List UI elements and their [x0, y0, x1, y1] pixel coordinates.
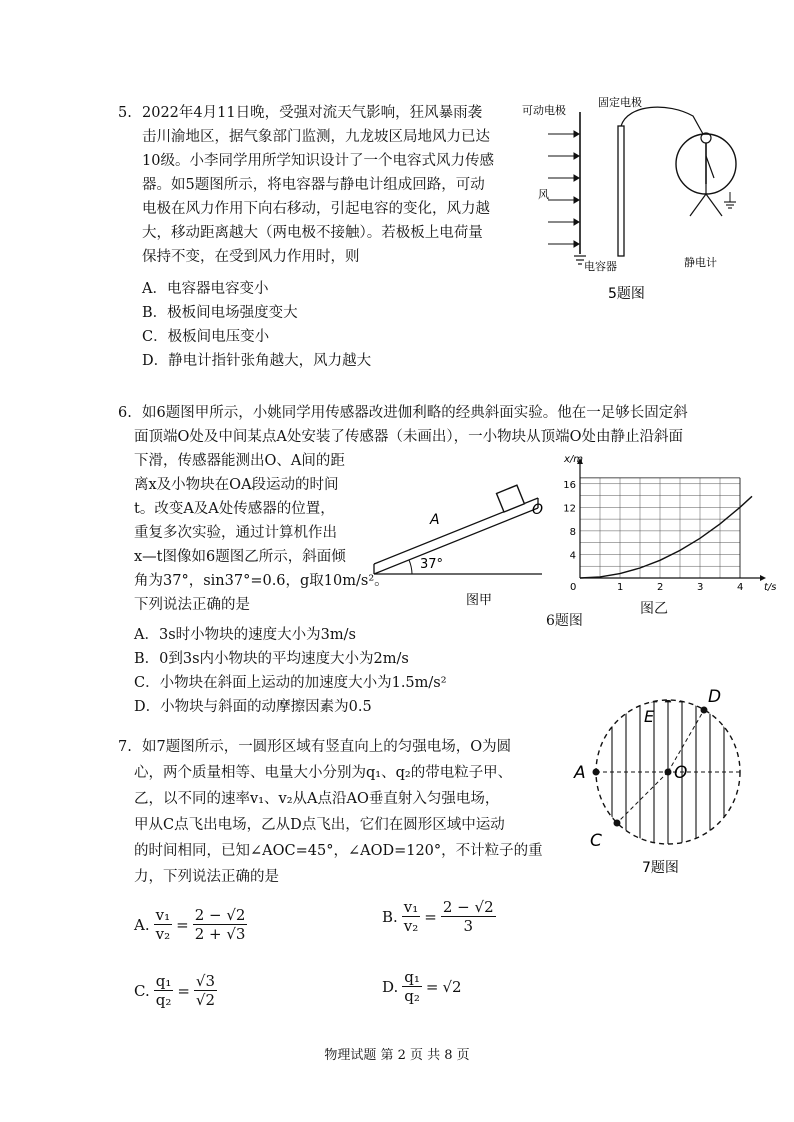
option-d: D．静电计指针张角越大，风力越大 [142, 353, 372, 369]
question-text: 器。如5题图所示，将电容器与静电计组成回路，可动 [142, 177, 485, 193]
question-text: 大，移动距离越大（两电极不接触）。若极板上电荷量 [142, 225, 483, 241]
option-d: D．小物块与斜面的动摩擦因素为0.5 [134, 699, 372, 715]
question-text: 重复多次实验，通过计算机作出 [134, 525, 337, 541]
question-text: 电极在风力作用下向右移动，引起电容的变化，风力越 [142, 201, 490, 217]
x-axis-arrow [760, 575, 766, 581]
question-text: 的时间相同，已知∠AOC=45°，∠AOD=120°，不计粒子的重 [134, 843, 543, 859]
question-text: 下列说法正确的是 [134, 597, 250, 613]
option-label: A. [134, 915, 150, 934]
figure-b-caption: 图乙 [640, 601, 668, 617]
angle-label: 37° [420, 557, 444, 572]
capacitor-label: 电容器 [584, 260, 617, 273]
wind-label: 风 [538, 188, 549, 201]
question-number: 6. [118, 405, 132, 421]
x-axis-label: t/s [764, 582, 776, 593]
question-text: 2022年4月11日晚，受强对流天气影响，狂风暴雨袭 [142, 105, 483, 121]
y-tick-label: 16 [563, 479, 576, 491]
rhs-value: √2 [442, 977, 462, 996]
y-tick-label: 12 [563, 503, 576, 515]
point-o [665, 769, 672, 776]
point-a-label: A [430, 512, 440, 528]
movable-electrode-label: 可动电极 [522, 104, 566, 117]
option-a: A. $\frac{\text{v₁}}{\text{v₂}}$ = $\frac{2 - √2}{2 + √3}$ [134, 906, 246, 943]
fixed-electrode [618, 126, 624, 256]
label-c: C [590, 831, 602, 851]
chart-series-line [580, 496, 752, 578]
question-number: 7. [118, 739, 132, 755]
question-text: 乙，以不同的速率v₁、v₂从A点沿AO垂直射入匀强电场， [134, 791, 500, 807]
label-e: E [644, 707, 655, 726]
question-text: 保持不变，在受到风力作用时，则 [142, 249, 360, 265]
chart-grid [580, 478, 740, 578]
block [497, 485, 525, 512]
question-number: 5. [118, 105, 132, 121]
question-text: 面顶端O处及中间某点A处安装了传感器（未画出），一小物块从顶端O处由静止沿斜面 [134, 429, 683, 445]
option-a: A．3s时小物块的速度大小为3m/s [134, 627, 356, 643]
question-text: 心，两个质量相等、电量大小分别为q₁、q₂的带电粒子甲、 [134, 765, 513, 781]
y-tick-label: 4 [569, 550, 576, 562]
fixed-electrode-label: 固定电极 [598, 96, 642, 109]
x-tick-label: 2 [657, 582, 664, 593]
label-d: D [708, 687, 722, 707]
option-label: C. [134, 981, 150, 1000]
option-b: B. $\frac{\text{v₁}}{\text{v₂}}$ = $\frac{2 - √2}{3}$ [382, 898, 494, 935]
x-tick-label: 1 [617, 582, 624, 593]
fraction: $\frac{\text{q₁}}{\text{q₂}}$ [404, 968, 420, 1005]
point-a [593, 769, 600, 776]
question-text: 力，下列说法正确的是 [134, 869, 279, 885]
y-axis-label: x/m [564, 454, 584, 465]
question-text: 如6题图甲所示，小姚同学用传感器改进伽利略的经典斜面实验。他在一足够长固定斜 [142, 405, 688, 421]
figure-caption: 6题图 [546, 613, 583, 629]
page-footer: 物理试题 第 2 页 共 8 页 [324, 1048, 470, 1063]
figure-7 [560, 680, 770, 880]
fraction: $\frac{√3}{√2}$ [195, 972, 216, 1009]
x-t-chart [556, 452, 776, 612]
option-c: C. $\frac{\text{q₁}}{\text{q₂}}$ = $\frac{√3}{√2}$ [134, 972, 216, 1009]
point-c [614, 820, 621, 827]
figure-caption: 7题图 [642, 860, 679, 876]
label-o: O [674, 763, 688, 783]
option-c: C．极板间电压变小 [142, 329, 270, 345]
option-label: D. [382, 977, 399, 996]
question-text: t。改变A及A处传感器的位置， [134, 501, 335, 517]
option-c: C．小物块在斜面上运动的加速度大小为1.5m/s² [134, 675, 447, 691]
y-tick-label: 8 [569, 526, 576, 538]
figure-6-incline [366, 468, 556, 608]
question-text: 10级。小李同学用所学知识设计了一个电容式风力传感 [142, 153, 494, 169]
fraction: $\frac{2 - √2}{2 + √3}$ [194, 906, 246, 943]
point-o-label: O [532, 502, 544, 518]
question-text: 甲从C点飞出电场，乙从D点飞出，它们在圆形区域中运动 [134, 817, 505, 833]
chart-axes [563, 454, 776, 593]
figure-5 [518, 94, 758, 306]
x-tick-label: 3 [697, 582, 704, 593]
fraction: $\frac{\text{q₁}}{\text{q₂}}$ [155, 972, 172, 1009]
question-text: 角为37°，sin37°=0.6，g取10m/s²。 [134, 573, 389, 589]
wind-arrows [548, 131, 579, 247]
electrometer-label: 静电计 [684, 256, 717, 269]
option-label: B. [382, 907, 398, 926]
fraction: $\frac{\text{v₁}}{\text{v₂}}$ [403, 898, 419, 935]
label-a: A [574, 763, 586, 783]
figure-a-caption: 图甲 [466, 593, 493, 608]
point-d [701, 707, 708, 714]
option-b: B．极板间电场强度变大 [142, 305, 298, 321]
question-text: 离x及小物块在OA段运动的时间 [134, 477, 339, 493]
fraction: $\frac{\text{v₁}}{\text{v₂}}$ [155, 906, 171, 943]
fraction: $\frac{2 - √2}{3}$ [442, 898, 494, 935]
option-a: A．电容器电容变小 [142, 281, 269, 297]
option-d: D. $\frac{\text{q₁}}{\text{q₂}}$ = √2 [382, 968, 462, 1005]
x-tick-label: 4 [737, 582, 744, 593]
question-text: 击川渝地区，据气象部门监测，九龙坡区局地风力已达 [142, 129, 490, 145]
question-text: 如7题图所示，一圆形区域有竖直向上的匀强电场，O为圆 [142, 739, 512, 755]
chart-ticks [563, 480, 743, 593]
origin-label: 0 [570, 582, 577, 593]
option-b: B．0到3s内小物块的平均速度大小为2m/s [134, 651, 409, 667]
question-text: x—t图像如6题图乙所示，斜面倾 [134, 549, 346, 565]
question-text: 下滑，传感器能测出O、A间的距 [134, 453, 345, 469]
figure-caption: 5题图 [608, 286, 645, 302]
